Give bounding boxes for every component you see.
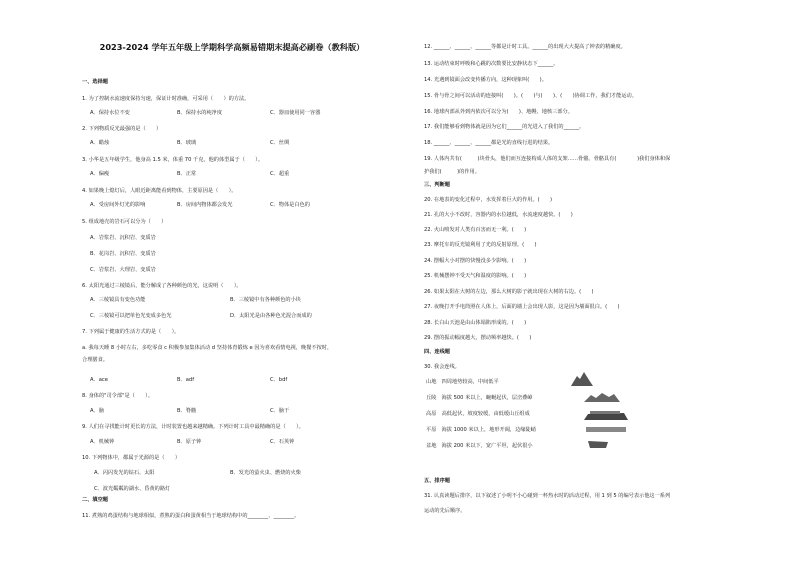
answer-option: 高原 高低起伏，坡度较缓，由低缓山丘组成: [426, 411, 530, 417]
answer-option: 丘陵 海拔 500 米以上，蜿蜒起伏，层峦叠嶂: [426, 395, 533, 401]
answer-option: B．玻璃: [177, 140, 197, 146]
answer-option: D．太阳光是由各种色光混合而成的: [230, 313, 312, 319]
answer-option: 盆地 海拔 200 米以下，宽广平坦，起伏很小: [426, 443, 533, 449]
question-line: 30. 我会连线。: [424, 364, 460, 370]
answer-option: B．adf: [177, 377, 195, 383]
question-line: a. 我每天睡 8 小时左右，多吃零食 c 积极参加集体活动 d 坚持体育锻炼 e 因为喜欢看情电视，晚餐不按时，: [82, 345, 333, 351]
answer-option: A．偏瘦: [90, 171, 110, 177]
question-line: 25. 机械摆钟不受天气和温度的影响。( ): [424, 273, 527, 279]
question-line: 4. 如果晚上熄灯后，人眼近距离能看到物体，主要原因是（ ）。: [82, 188, 237, 194]
question-line: 7. 下列属于健康的生活方式的是（ ）。: [82, 329, 180, 335]
hills-photo: [584, 392, 620, 402]
answer-option: A．保持水位不变: [90, 110, 130, 116]
answer-option: B．原子钟: [177, 439, 202, 445]
question-line: 12. ______、______、______等都是计时工具。______的出现大大提高了钟表的精确度。: [424, 44, 626, 50]
answer-option: 山地 四周地势较高，中间低平: [426, 379, 499, 385]
answer-option: B．房间内物体都会发光: [177, 202, 233, 208]
answer-option: B．脊髓: [177, 408, 197, 414]
answer-option: C．物体是白色的: [270, 202, 310, 208]
answer-option: C．丝绸: [270, 140, 290, 146]
plateau-photo: [584, 409, 628, 420]
answer-option: C．bdf: [270, 377, 288, 383]
section-heading: 二、填空题: [82, 497, 108, 503]
question-line: 22. 火山喷发对人类有百害而无一利。( ): [424, 227, 527, 233]
question-line: 9. 人们在寻找能计时更长的方法，计时装置也越来越精确。下列计时工具中最精确的是（ ）。: [82, 424, 304, 430]
question-line: 21. 孔的大小不改时，容器内的水位越低，水流速度越快。( ): [424, 212, 573, 218]
basin-photo: [588, 441, 608, 448]
question-line: 3. 小华是五年级学生，他身高 1.5 米，体重 70 千克，他的体型属于（ ）。: [82, 157, 264, 163]
question-line: 护我们( )的作用。: [424, 169, 480, 175]
question-line: 5. 组成地壳的岩石可以分为（ ）: [82, 219, 167, 225]
answer-option: A．脑: [90, 408, 104, 414]
answer-option: C．超重: [270, 171, 290, 177]
question-line: 11. 煮熟的鸡蛋结构与地球相似，煮熟的蛋白和蛋黄相当于地球结构中的________、________。: [82, 513, 300, 519]
answer-option: B．正常: [177, 171, 197, 177]
section-heading: 一、选择题: [82, 79, 108, 85]
question-line: 10. 下列物体中，都属于光源的是（ ）: [82, 455, 181, 461]
question-line: 31. 认真读题后排序，以下叙述了小明不小心碰到一杯热水时的活动过程，用 1 到 5 的编号表示他这一系列: [424, 493, 671, 499]
mountain-photo: [571, 372, 593, 386]
question-line: 15. 骨与骨之间可以活动的连接叫( )。( )与( )、( )协调工作，我们才能运动。: [424, 93, 637, 99]
question-line: 13. 运动结束时呼吸和心跳的次数要比安静状态下______。: [424, 61, 559, 67]
question-line: 8. 身体的"司令部"是（ ）。: [82, 393, 154, 399]
answer-option: B．发光的萤火虫、燃烧的火柴: [230, 470, 301, 476]
question-line: 1. 为了控制水流速度保持匀速，保证计时准确，可采用（ ）的方法。: [82, 96, 250, 102]
question-line: 26. 如果太阳在大树的左边，那么大树的影子就出现在大树的右边。( ): [424, 289, 594, 295]
question-line: 27. 夜晚打开手电筒照在人体上，后面的墙上会出现人影，这是因为墙面很白。( ): [424, 304, 620, 310]
question-line: 14. 光遇到镜面会改变传播方向，这种现象叫( )。: [424, 77, 547, 83]
answer-option: A．岩浆岩、沉积岩、变质岩: [90, 235, 156, 241]
section-heading: 三、判断题: [424, 182, 450, 188]
answer-option: A．闪闪发光的钻石、太阳: [94, 470, 155, 476]
question-line: 6. 太阳光通过三棱镜后，能分解成了各种颜色的光，这说明（ ）。: [82, 283, 242, 289]
answer-option: A．蜡烛: [90, 140, 110, 146]
answer-option: B．保持水的纯净度: [177, 110, 223, 116]
plain-photo: [586, 426, 626, 432]
question-line: 16. 地球内部从外到内依次可以分为( )、地幔、地核三部分。: [424, 109, 573, 115]
answer-option: A．三棱镜具有变色功能: [90, 297, 146, 303]
question-line: 28. 长白山天池是由山体塌陷形成的。( ): [424, 320, 527, 326]
answer-option: 平原 海拔 1000 米以上，地形开阔，边缘陡峭: [426, 427, 536, 433]
question-line: 19. 人体内共有( )块骨头，他们而互连接构成人体的支架……骨骼。骨骼具有( )我们身体和保: [424, 156, 671, 162]
exam-title: 2023-2024 学年五年级上学期科学高频易错期末提高必刷卷（教科版）: [99, 42, 365, 52]
question-line: 2. 下列物质反光最强的是（ ）: [82, 126, 162, 132]
question-line: 23. 摩托车的反光镜利用了光的反射原理。( ): [424, 242, 537, 248]
question-line: 17. 我们能够看到物体就是因为它们______的光进入了我们的______。: [424, 124, 585, 130]
answer-option: C．岩浆岩、大理岩、变质岩: [90, 267, 156, 273]
answer-option: C．器皿使用同一容器: [270, 110, 321, 116]
question-line: 18. ______、______、______都是光的直线行进的结果。: [424, 140, 554, 146]
question-line: 29. 摆的振动幅度越大，摆动频率越快。( ): [424, 335, 532, 341]
question-line: 运动的先后顺序。: [424, 508, 466, 514]
answer-option: B．花岗岩、沉积岩、变质岩: [90, 251, 156, 257]
answer-option: A．ace: [90, 377, 108, 383]
answer-option: A．机械钟: [90, 439, 115, 445]
section-heading: 四、连线题: [424, 349, 450, 355]
answer-option: C．波光粼粼的湖水、昏黄的路灯: [94, 486, 171, 492]
answer-option: B．三棱镜中有各种颜色的小块: [230, 297, 301, 303]
answer-option: C．脑干: [270, 408, 290, 414]
section-heading: 五、排序题: [424, 478, 450, 484]
answer-option: C．石英钟: [270, 439, 295, 445]
answer-option: A．受房间外灯光的影响: [90, 202, 146, 208]
question-line: 20. 在地表的变化过程中，水发挥着巨大的作用。( ): [424, 197, 553, 203]
question-line: 合理膳食。: [82, 357, 108, 363]
answer-option: C．三棱镜可以把单色光变成多色光: [90, 313, 172, 319]
question-line: 24. 摆幅大小对摆的快慢没多少影响。( ): [424, 258, 527, 264]
